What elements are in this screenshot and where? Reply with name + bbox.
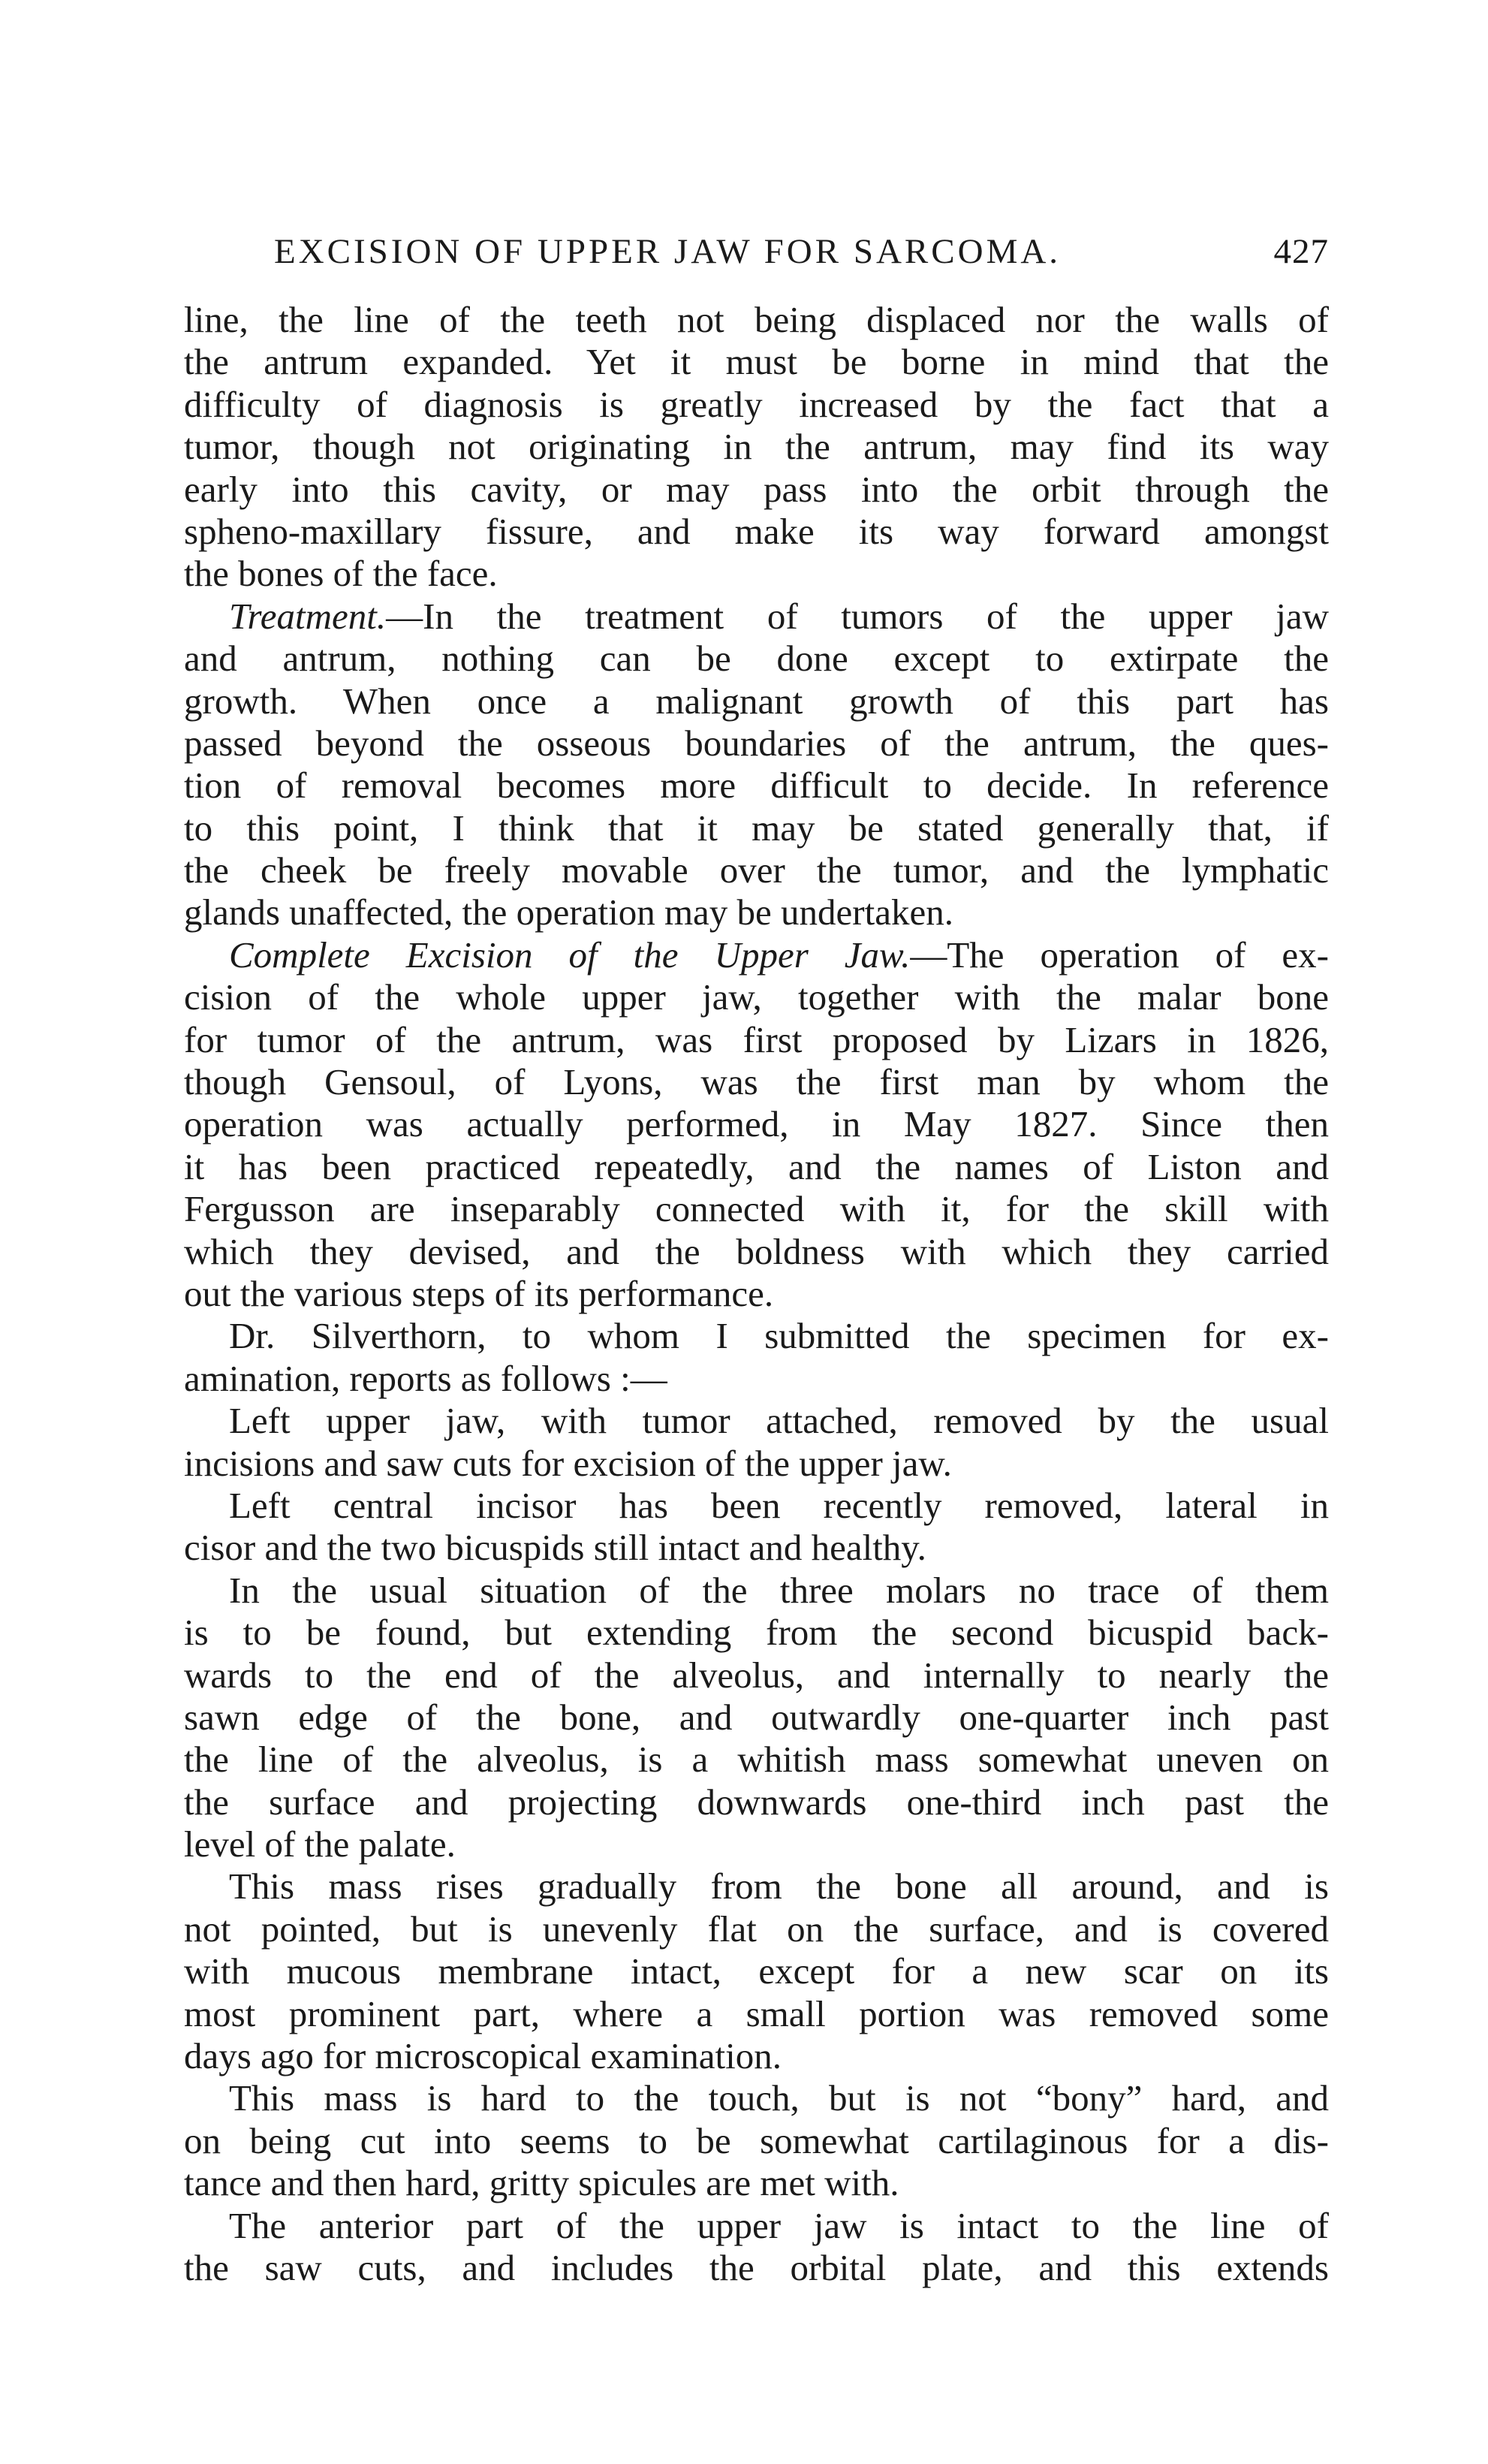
line-text: which they devised, and the boldness with which they carried [184, 1230, 1329, 1272]
text-line [184, 596, 1329, 638]
text-line [184, 1231, 1329, 1273]
text-line [184, 976, 1329, 1018]
line-text: level of the palate. [184, 1823, 456, 1865]
text-line [184, 1061, 1329, 1103]
line-text: out the various steps of its performance. [184, 1272, 774, 1314]
line-text: cision of the whole upper jaw, together with the malar bone [184, 976, 1329, 1018]
text-line [184, 341, 1329, 383]
text-line [184, 849, 1329, 891]
text-line [184, 1823, 1329, 1865]
line-text: tumor, though not originating in the antrum, may find its way [184, 426, 1329, 468]
line-text: the bones of the face. [184, 553, 498, 595]
page-number: 427 [1273, 232, 1329, 271]
text-line [184, 765, 1329, 807]
text-line [184, 1654, 1329, 1696]
text-line [184, 1019, 1329, 1061]
line-text: In the usual situation of the three molars no trace of them [229, 1569, 1329, 1611]
line-text: the antrum expanded. Yet it must be borne in mind that the [184, 341, 1329, 383]
line-text: the saw cuts, and includes the orbital plate, and this extends [184, 2246, 1329, 2288]
line-text: operation was actually performed, in May 1827. Since then [184, 1103, 1329, 1145]
text-line [184, 1908, 1329, 1950]
line-text: This mass is hard to the touch, but is not “bony” hard, and [229, 2077, 1329, 2119]
text-line [184, 1950, 1329, 1992]
line-text: on being cut into seems to be somewhat cartilaginous for a dis- [184, 2119, 1329, 2161]
line-text: growth. When once a malignant growth of this part has [184, 680, 1329, 722]
line-text: it has been practiced repeatedly, and the names of Liston and [184, 1145, 1329, 1187]
text-line [184, 680, 1329, 722]
body-text [184, 299, 1329, 2289]
text-line [184, 1485, 1329, 1527]
text-line [184, 2077, 1329, 2119]
text-line [184, 2247, 1329, 2289]
line-text: with mucous membrane intact, except for a new scar on its [184, 1950, 1329, 1992]
text-line [184, 934, 1329, 976]
line-text: passed beyond the osseous boundaries of the antrum, the ques- [184, 722, 1329, 764]
text-line [184, 2035, 1329, 2077]
running-header [184, 225, 1329, 278]
line-text: for tumor of the antrum, was first proposed by Lizars in 1826, [184, 1018, 1329, 1060]
text-line [184, 299, 1329, 341]
line-text: early into this cavity, or may pass into the orbit through the [184, 468, 1329, 510]
line-text: the line of the alveolus, is a whitish mass somewhat uneven on [184, 1739, 1329, 1781]
line-text: though Gensoul, of Lyons, was the first man by whom the [184, 1061, 1329, 1103]
line-text: to this point, I think that it may be stated generally that, if [184, 807, 1329, 849]
text-line [184, 1315, 1329, 1357]
text-line [184, 1696, 1329, 1739]
line-text: not pointed, but is unevenly flat on the surface, and is covered [184, 1908, 1329, 1950]
text-line [184, 1358, 1329, 1400]
line-text: the cheek be freely movable over the tumor, and the lymphatic [184, 849, 1329, 891]
line-text: sawn edge of the bone, and outwardly one-quarter inch past [184, 1696, 1329, 1738]
line-text: and antrum, nothing can be done except to extirpate the [184, 638, 1329, 680]
line-text: cisor and the two bicuspids still intact and healthy. [184, 1527, 926, 1569]
line-text: glands unaffected, the operation may be undertaken. [184, 891, 953, 933]
text-line [184, 1400, 1329, 1442]
text-line [184, 426, 1329, 468]
line-text: wards to the end of the alveolus, and internally to nearly the [184, 1654, 1329, 1696]
line-text: —In the treatment of tumors of the upper jaw [386, 595, 1329, 637]
line-text: —The operation of ex- [910, 933, 1330, 976]
text-line [184, 2120, 1329, 2162]
text-line [184, 384, 1329, 426]
text-line [184, 1570, 1329, 1612]
text-line [184, 1527, 1329, 1569]
text-line [184, 1443, 1329, 1485]
text-line [184, 1781, 1329, 1823]
line-text: spheno-maxillary fissure, and make its way forward amongst [184, 510, 1329, 552]
line-text: Left upper jaw, with tumor attached, removed by the usual [229, 1400, 1329, 1442]
text-line [184, 891, 1329, 933]
running-title: EXCISION OF UPPER JAW FOR SARCOMA. [274, 232, 1062, 271]
line-text: is to be found, but extending from the second bicuspid back- [184, 1612, 1329, 1654]
italic-heading: Complete Excision of the Upper Jaw. [229, 933, 911, 976]
line-text: incisions and saw cuts for excision of the upper jaw. [184, 1442, 952, 1484]
text-line [184, 1612, 1329, 1654]
line-text: The anterior part of the upper jaw is intact to the line of [229, 2204, 1329, 2246]
line-text: amination, reports as follows :— [184, 1357, 667, 1399]
text-line [184, 1993, 1329, 2035]
line-text: difficulty of diagnosis is greatly increased by the fact that a [184, 383, 1329, 425]
line-text: most prominent part, where a small portion was removed some [184, 1992, 1329, 2034]
text-line [184, 1103, 1329, 1145]
text-line [184, 1739, 1329, 1781]
text-line [184, 1188, 1329, 1230]
italic-heading: Treatment. [229, 595, 387, 637]
line-text: days ago for microscopical examination. [184, 2035, 782, 2077]
line-text: tion of removal becomes more difficult to decide. In reference [184, 765, 1329, 807]
text-line [184, 511, 1329, 553]
text-line [184, 1273, 1329, 1315]
line-text: the surface and projecting downwards one-third inch past the [184, 1781, 1329, 1823]
text-line [184, 1146, 1329, 1188]
line-text: Left central incisor has been recently removed, lateral in [229, 1484, 1329, 1526]
line-text: tance and then hard, gritty spicules are met with. [184, 2162, 899, 2204]
text-line [184, 1865, 1329, 1908]
line-text: Fergusson are inseparably connected with it, for the skill with [184, 1188, 1329, 1230]
line-text: Dr. Silverthorn, to whom I submitted the specimen for ex- [229, 1315, 1329, 1357]
text-line [184, 2205, 1329, 2247]
text-line [184, 553, 1329, 595]
line-text: line, the line of the teeth not being displaced nor the walls of [184, 299, 1329, 340]
text-line [184, 2162, 1329, 2204]
book-page [184, 225, 1329, 2289]
text-line [184, 807, 1329, 849]
text-line [184, 638, 1329, 680]
line-text: This mass rises gradually from the bone all around, and is [229, 1865, 1329, 1908]
text-line [184, 722, 1329, 765]
text-line [184, 469, 1329, 511]
